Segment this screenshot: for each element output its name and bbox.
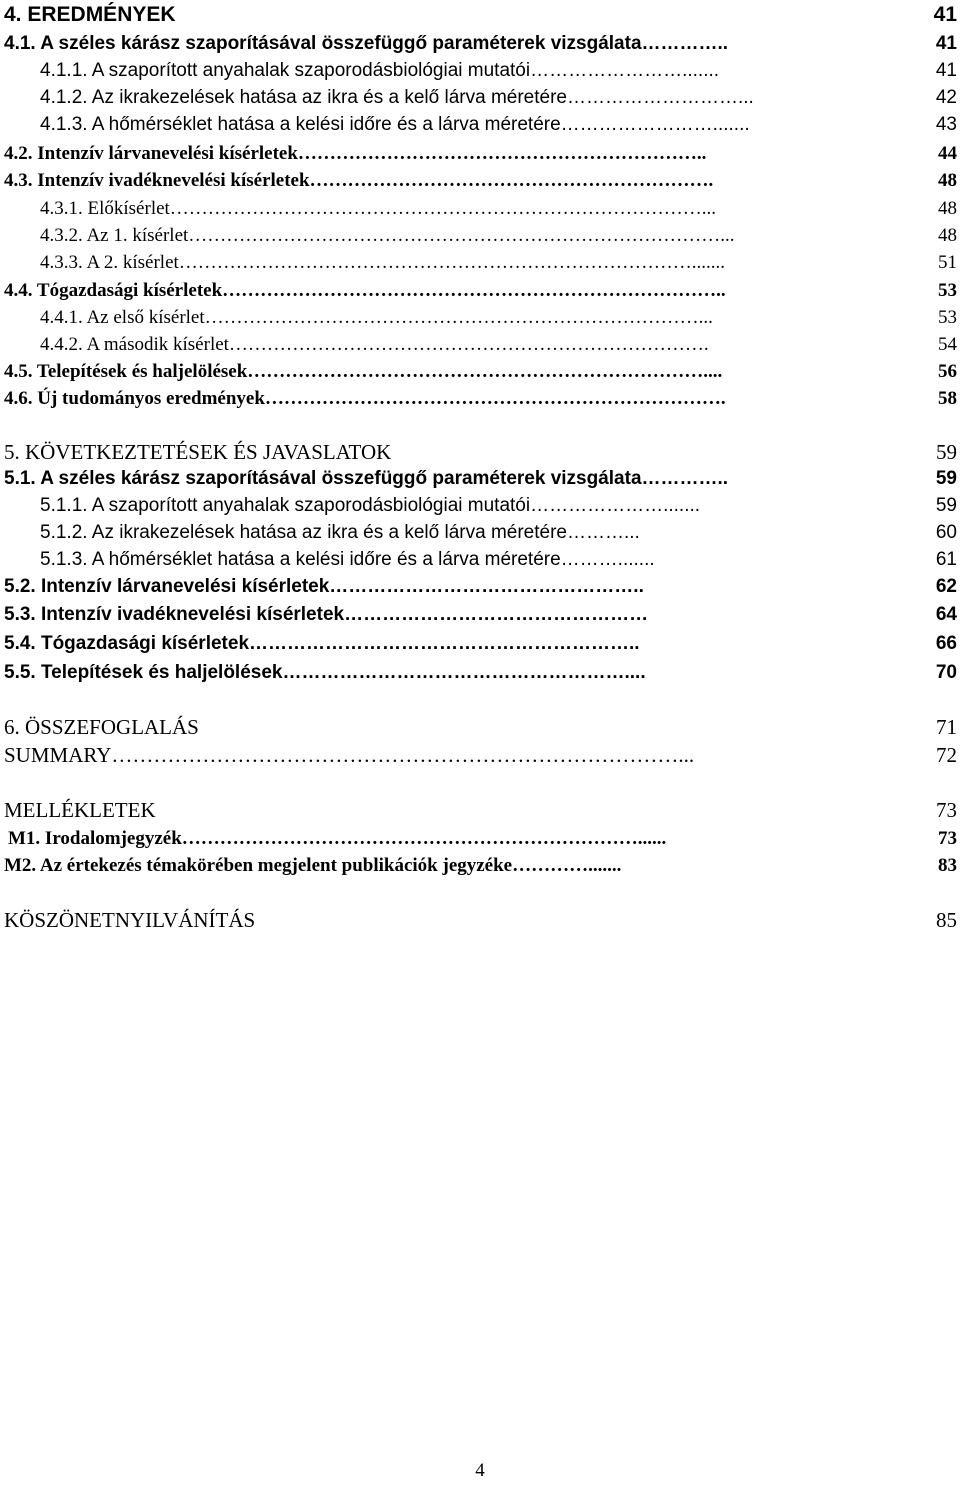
toc-entry-title: 4.3.1. Előkísérlet…………………………………………………………………………...	[40, 198, 717, 219]
toc-entry-title: 5.3. Intenzív ivadéknevelési kísérletek…………………………………………	[4, 604, 649, 625]
toc-entry-page: 85	[936, 908, 957, 932]
toc-entry[interactable]	[0, 466, 960, 492]
toc-entry[interactable]	[0, 602, 960, 628]
page-number: 4	[475, 1460, 485, 1481]
toc-entry-title: 4.5. Telepítések és haljelölések………………………………………………………………....	[4, 361, 723, 382]
toc-entry[interactable]	[0, 305, 960, 331]
toc-entry-title: 4. EREDMÉNYEK	[4, 3, 176, 26]
toc-entry-page: 51	[938, 252, 957, 273]
toc-entry-page: 48	[938, 170, 957, 191]
toc-entry[interactable]	[0, 520, 960, 546]
toc-entry[interactable]	[0, 278, 960, 304]
toc-entry-page: 53	[938, 280, 957, 301]
toc-entry[interactable]	[0, 85, 960, 111]
toc-entry-title: 4.3. Intenzív ivadéknevelési kísérletek……………………………………………………….	[4, 170, 714, 191]
toc-entry-title: 5.4. Tógazdasági kísérletek……………………………………………………..	[4, 633, 640, 654]
toc-entry[interactable]	[0, 853, 960, 879]
toc-entry[interactable]	[0, 58, 960, 84]
toc-entry-page: 43	[935, 114, 957, 135]
toc-entry-page: 54	[938, 334, 957, 355]
toc-entry-title: 4.4.1. Az első kísérlet……………………………………………………………………...	[40, 307, 713, 328]
toc-entry[interactable]	[0, 223, 960, 249]
toc-entry-page: 56	[938, 361, 957, 382]
toc-entry-page: 41	[933, 3, 957, 26]
toc-entry-title: 4.1.2. Az ikrakezelések hatása az ikra és a kelő lárva méretére………………………...	[40, 87, 754, 108]
toc-entry-title: 5.5. Telepítések és haljelölések………………………………………………....	[4, 662, 646, 683]
toc-entry-page: 41	[935, 33, 957, 54]
toc-entry-title: 5.2. Intenzív lárvanevelési kísérletek…………………………………………..	[4, 576, 644, 597]
toc-entry-title: M2. Az értekezés témakörében megjelent publikációk jegyzéke………….......	[4, 855, 622, 876]
toc-entry[interactable]	[0, 196, 960, 222]
toc-entry-page: 53	[938, 307, 957, 328]
toc-entry-page: 60	[935, 522, 957, 543]
toc-entry[interactable]	[0, 359, 960, 385]
toc-entry[interactable]	[0, 31, 960, 57]
toc-entry-page: 59	[935, 468, 957, 489]
toc-entry-page: 70	[935, 662, 957, 683]
toc-entry-page: 48	[938, 225, 957, 246]
toc-entry-title: 4.4.2. A második kísérlet………………………………………………………………….	[40, 334, 709, 355]
toc-entry[interactable]	[0, 250, 960, 276]
toc-entry[interactable]	[0, 2, 960, 28]
toc-entry-title: 4.1.1. A szaporított anyahalak szaporodásbiológiai mutatói…………………….......	[40, 60, 720, 81]
toc-entry[interactable]	[0, 439, 960, 465]
toc-entry-page: 64	[935, 604, 957, 625]
toc-entry-page: 73	[936, 798, 957, 822]
toc-entry-page: 59	[935, 495, 957, 516]
toc-entry-title: 5.1.3. A hőmérséklet hatása a kelési időre és a lárva méretére……….......	[40, 549, 655, 570]
toc-entry-page: 58	[938, 388, 957, 409]
toc-entry-page: 44	[938, 143, 957, 164]
toc-entry[interactable]	[0, 907, 960, 933]
toc-entry[interactable]	[0, 714, 960, 740]
toc-entry[interactable]	[0, 797, 960, 823]
toc-entry-page: 66	[935, 633, 957, 654]
toc-entry-page: 83	[938, 855, 957, 876]
toc-entry[interactable]	[0, 826, 960, 852]
toc-entry[interactable]	[0, 574, 960, 600]
toc-entry-page: 48	[938, 198, 957, 219]
toc-entry-title: SUMMARY………………………………………………………………………...	[4, 743, 695, 767]
toc-entry[interactable]	[0, 141, 960, 167]
toc-entry-title: 4.1. A széles kárász szaporításával összefüggő paraméterek vizsgálata…………..	[4, 33, 729, 54]
toc-entry-page: 42	[935, 87, 957, 108]
toc-entry-title: 4.1.3. A hőmérséklet hatása a kelési időre és a lárva méretére…………………….......	[40, 114, 750, 135]
toc-entry-title: MELLÉKLETEK	[4, 798, 156, 822]
toc-entry[interactable]	[0, 742, 960, 768]
toc-entry-title: 4.3.3. A 2. kísérlet……………………………………………………………………….......	[40, 252, 726, 273]
toc-entry-page: 61	[935, 549, 957, 570]
toc-entry-page: 71	[936, 715, 957, 739]
toc-entry[interactable]	[0, 112, 960, 138]
toc-entry-title: 4.4. Tógazdasági kísérletek……………………………………………………………………..	[4, 280, 726, 301]
toc-entry-title: 4.3.2. Az 1. kísérlet…………………………………………………………………………...	[40, 225, 735, 246]
toc-entry-page: 59	[936, 440, 957, 464]
toc-entry-page: 41	[935, 60, 957, 81]
toc-entry-page: 72	[936, 743, 957, 767]
toc-entry-title: KÖSZÖNETNYILVÁNÍTÁS	[4, 908, 256, 932]
toc-entry-title: 4.2. Intenzív lárvanevelési kísérletek………………………………………………………..	[4, 143, 707, 164]
toc-entry-title: 5.1.2. Az ikrakezelések hatása az ikra és a kelő lárva méretére………...	[40, 522, 640, 543]
toc-entry-page: 73	[938, 828, 957, 849]
toc-entry[interactable]	[0, 493, 960, 519]
toc-entry-title: M1. Irodalomjegyzék………………………………………………………………......	[8, 828, 667, 849]
toc-entry[interactable]	[0, 631, 960, 657]
toc-entry-title: 4.6. Új tudományos eredmények……………………………………………………………….	[4, 388, 726, 409]
toc-entry[interactable]	[0, 660, 960, 686]
toc-entry-page: 62	[935, 576, 957, 597]
toc-entry-title: 5.1.1. A szaporított anyahalak szaporodásbiológiai mutatói………………….......	[40, 495, 701, 516]
toc-entry[interactable]	[0, 168, 960, 194]
toc-entry[interactable]	[0, 332, 960, 358]
toc-entry-title: 5. KÖVETKEZTETÉSEK ÉS JAVASLATOK	[4, 440, 392, 464]
toc-entry-title: 6. ÖSSZEFOGLALÁS	[4, 715, 199, 739]
toc-entry[interactable]	[0, 547, 960, 573]
toc-entry[interactable]	[0, 386, 960, 412]
toc-entry-title: 5.1. A széles kárász szaporításával összefüggő paraméterek vizsgálata…………..	[4, 468, 729, 489]
